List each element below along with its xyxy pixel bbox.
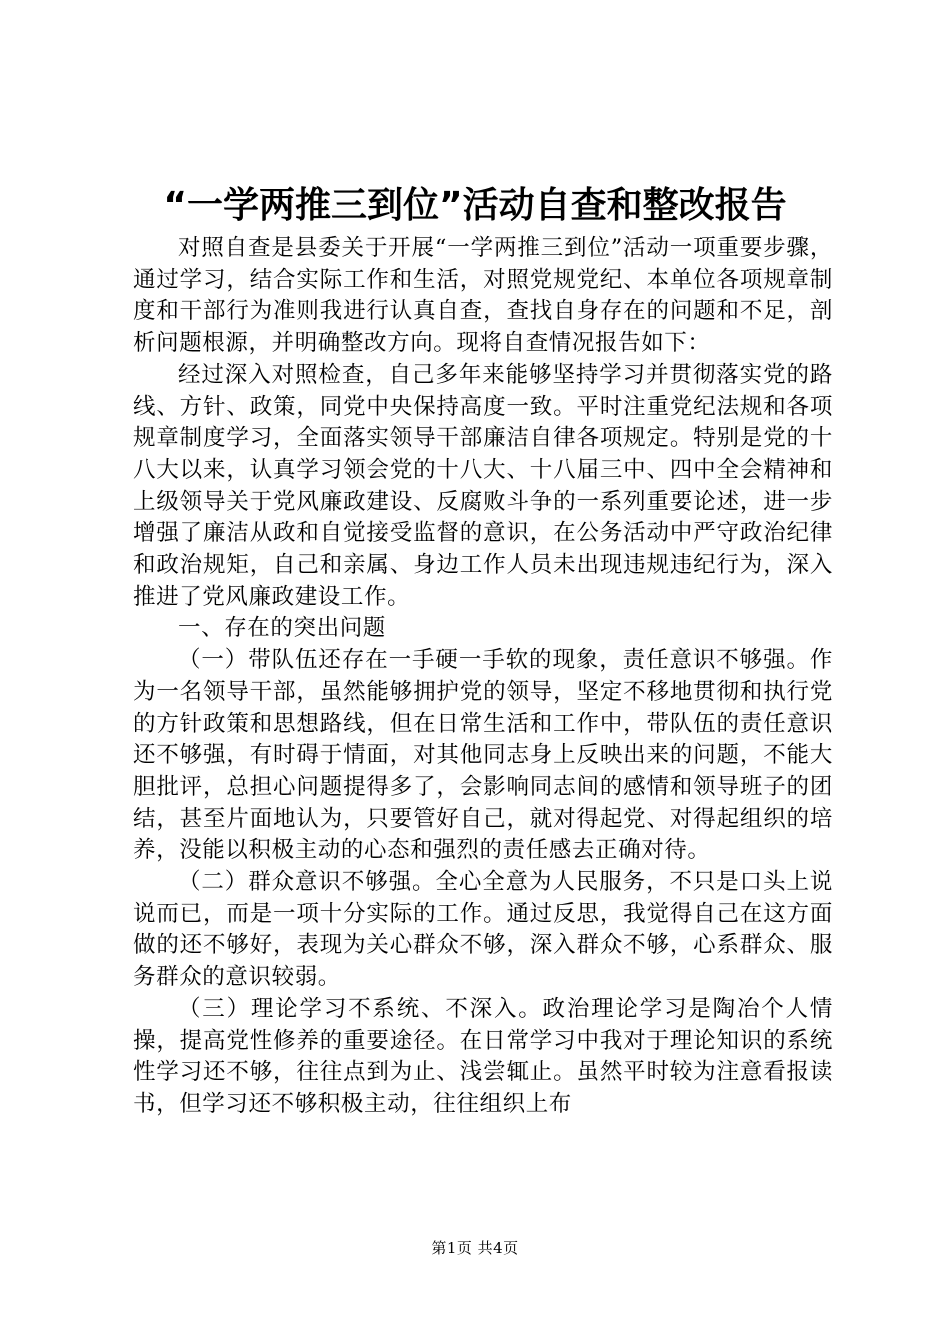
intro-paragraph: 对照自查是县委关于开展“一学两推三到位”活动一项重要步骤，通过学习，结合实际工作和生活，对照党规党纪、本单位各项规章制度和干部行为准则我进行认真自查，查找自身存在的问题和不足，剖析问题根源，并明确整改方向。现将自查情况报告如下： <box>133 235 833 357</box>
problem-item-3: （三）理论学习不系统、不深入。政治理论学习是陶冶个人情操，提高党性修养的重要途径。在日常学习中我对于理论知识的系统性学习还不够，往往点到为止、浅尝辄止。虽然平时较为注意看报读书，但学习还不够积极主动，往往组织上布 <box>133 995 833 1117</box>
document-body <box>133 233 833 1121</box>
problem-item-2: （二）群众意识不够强。全心全意为人民服务，不只是口头上说说而已，而是一项十分实际的工作。通过反思，我觉得自己在这方面做的还不够好，表现为关心群众不够，深入群众不够，心系群众、服务群众的意识较弱。 <box>133 869 833 991</box>
section-heading-problems: 一、存在的突出问题 <box>178 615 386 642</box>
self-assessment-paragraph: 经过深入对照检查，自己多年来能够坚持学习并贯彻落实党的路线、方针、政策，同党中央保持高度一致。平时注重党纪法规和各项规章制度学习，全面落实领导干部廉洁自律各项规定。特别是党的十八大以来，认真学习领会党的十八大、十八届三中、四中全会精神和上级领导关于党风廉政建设、反腐败斗争的一系列重要论述，进一步增强了廉洁从政和自觉接受监督的意识，在公务活动中严守政治纪律和政治规矩，自己和亲属、身边工作人员未出现违规违纪行为，深入推进了党风廉政建设工作。 <box>133 361 833 610</box>
document-title: “一学两推三到位”活动自查和整改报告 <box>163 185 787 226</box>
page-number-footer: 第1页 共4页 <box>431 1239 519 1257</box>
problem-item-1: （一）带队伍还存在一手硬一手软的现象，责任意识不够强。作为一名领导干部，虽然能够拥护党的领导，坚定不移地贯彻和执行党的方针政策和思想路线，但在日常生活和工作中，带队伍的责任意识还不够强，有时碍于情面，对其他同志身上反映出来的问题，不能大胆批评，总担心问题提得多了，会影响同志间的感情和领导班子的团结，甚至片面地认为，只要管好自己，就对得起党、对得起组织的培养，没能以积极主动的心态和强烈的责任感去正确对待。 <box>133 647 833 864</box>
